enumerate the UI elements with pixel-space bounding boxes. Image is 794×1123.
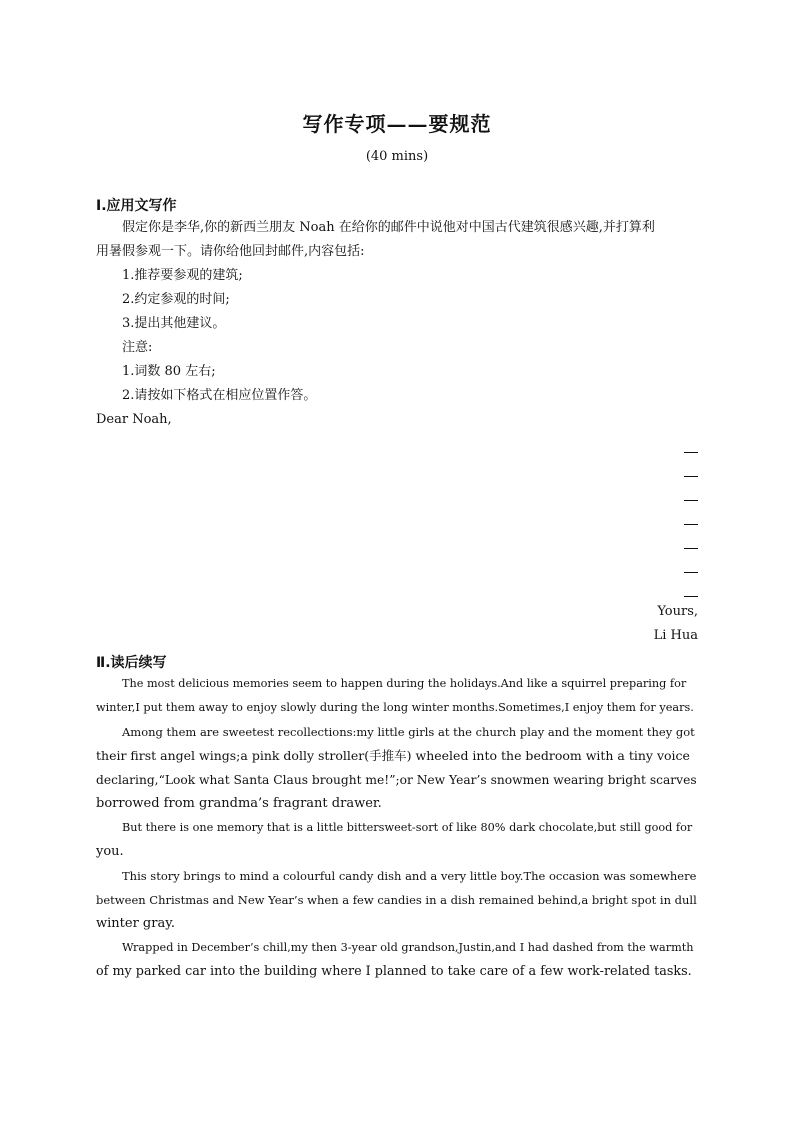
answer-line[interactable] bbox=[682, 561, 698, 585]
note-item: 1.词数 80 左右; bbox=[122, 364, 216, 379]
passage-line: Among them are sweetest recollections:my little girls at the church play and the moment they got bbox=[122, 725, 695, 739]
passage-line: declaring,“Look what Santa Claus brought me!”;or New Year’s snowmen wearing bright scarves bbox=[96, 773, 697, 787]
section-heading-writing: Ⅰ.应用文写作 bbox=[96, 198, 177, 214]
answer-line[interactable] bbox=[682, 441, 698, 465]
document-page bbox=[96, 0, 698, 1123]
note-item: 2.请按如下格式在相应位置作答。 bbox=[122, 388, 317, 403]
answer-line[interactable] bbox=[682, 537, 698, 561]
passage-line: Wrapped in December’s chill,my then 3-year old grandson,Justin,and I had dashed from the warmth bbox=[122, 941, 694, 954]
section1-prompt bbox=[96, 216, 698, 432]
prompt-line: 假定你是李华,你的新西兰朋友 Noah 在给你的邮件中说他对中国古代建筑很感兴趣,并打算利 bbox=[122, 220, 655, 235]
answer-line[interactable] bbox=[682, 489, 698, 513]
passage-line: winter gray. bbox=[96, 916, 175, 931]
prompt-line: 用暑假参观一下。请你给他回封邮件,内容包括: bbox=[96, 244, 365, 259]
content-point: 2.约定参观的时间; bbox=[122, 292, 230, 307]
passage-line: winter,I put them away to enjoy slowly during the long winter months.Sometimes,I enjoy them for years. bbox=[96, 701, 694, 714]
reading-passage bbox=[96, 672, 698, 984]
answer-lines bbox=[682, 441, 698, 609]
time-limit: (40 mins) bbox=[365, 149, 429, 164]
page-title: 写作专项——要规范 bbox=[302, 112, 492, 136]
passage-line: their first angel wings;a pink dolly stroller(手推车) wheeled into the bedroom with a tiny voice bbox=[96, 748, 690, 763]
answer-line[interactable] bbox=[682, 513, 698, 537]
passage-line: But there is one memory that is a little bittersweet-sort of like 80% dark chocolate,but still good for bbox=[122, 821, 693, 834]
content-point: 1.推荐要参观的建筑; bbox=[122, 268, 243, 283]
passage-line: between Christmas and New Year’s when a few candies in a dish remained behind,a bright spot in dull bbox=[96, 893, 697, 907]
answer-line[interactable] bbox=[682, 465, 698, 489]
note-label: 注意: bbox=[122, 340, 153, 355]
salutation: Dear Noah, bbox=[96, 412, 172, 427]
section-heading-continuation: Ⅱ.读后续写 bbox=[96, 655, 167, 671]
passage-line: borrowed from grandma’s fragrant drawer. bbox=[96, 796, 382, 811]
content-point: 3.提出其他建议。 bbox=[122, 316, 226, 331]
closing: Yours, bbox=[657, 604, 698, 619]
passage-line: The most delicious memories seem to happen during the holidays.And like a squirrel preparing for bbox=[122, 677, 687, 690]
passage-line: This story brings to mind a colourful candy dish and a very little boy.The occasion was somewhere bbox=[122, 869, 697, 883]
passage-line: you. bbox=[96, 844, 124, 859]
signature: Li Hua bbox=[653, 628, 698, 643]
passage-line: of my parked car into the building where I planned to take care of a few work-related tasks. bbox=[96, 964, 692, 979]
letter-closing bbox=[96, 600, 698, 648]
